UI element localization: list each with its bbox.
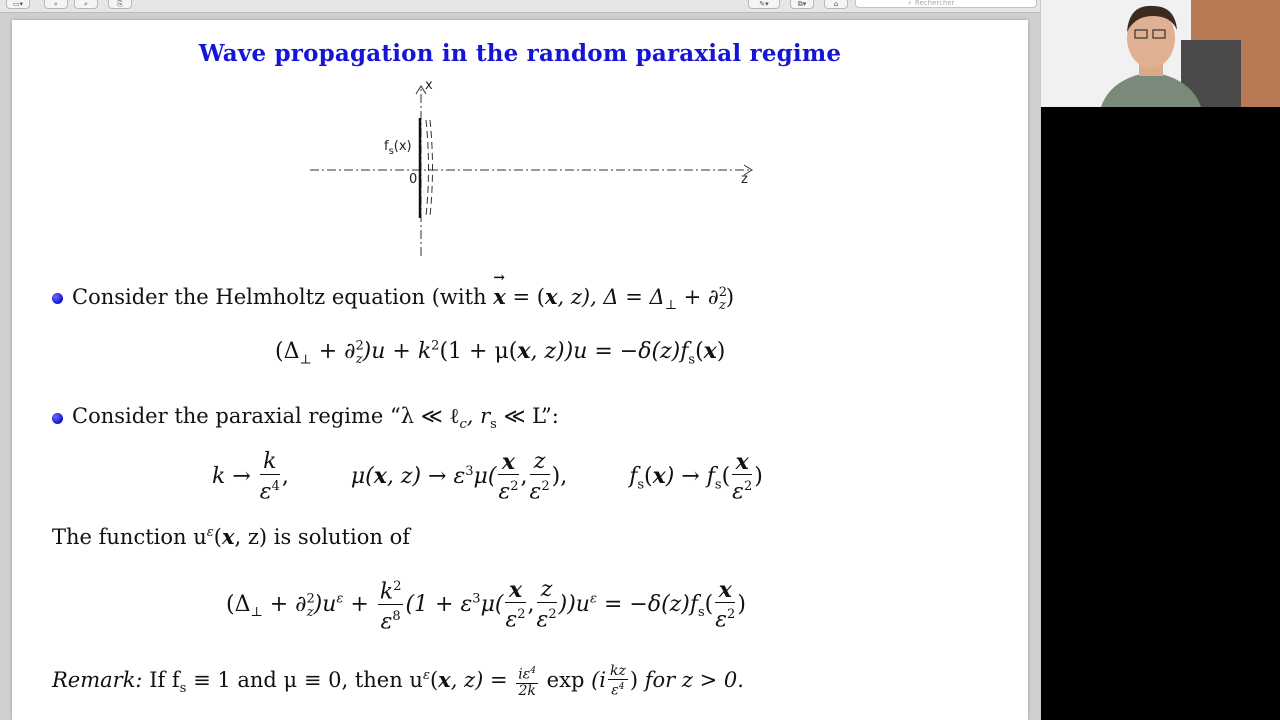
eq1-sup: 2	[355, 338, 364, 354]
bullet1-dz: + ∂	[676, 285, 719, 309]
scaling-k-den-sup: 4	[271, 479, 280, 494]
scaling-fs-den	[732, 475, 752, 504]
zoom-in-button[interactable]: ⌕	[74, 0, 98, 9]
scaling-fcomma: ,	[520, 464, 528, 490]
remark-frac1-num	[516, 664, 538, 684]
search-placeholder: Rechercher	[914, 0, 955, 7]
eq2-fx-den-sup: 2	[517, 606, 526, 622]
eq2-comma: ,	[527, 591, 535, 617]
presenter-image	[1041, 0, 1280, 107]
eq2-k-den-sup: 8	[392, 609, 401, 625]
scaling-mu-mid: μ(	[473, 464, 497, 490]
window-button[interactable]: ⧉▾	[790, 0, 814, 9]
eq1-mid: (1 + μ(	[439, 339, 518, 364]
eq1-x2: x	[703, 338, 717, 364]
remark-paren-close: )	[629, 667, 639, 692]
remark-t2: ≡ 1 and μ ≡ 0, then u	[186, 667, 423, 692]
viewer-toolbar	[0, 0, 1040, 13]
sentence-lead: The function u	[52, 525, 207, 549]
share-button[interactable]: ⎘	[108, 0, 132, 9]
vec-x-text: x	[493, 284, 506, 309]
remark-frac1-num-text: iε	[518, 666, 531, 683]
origin-label: 0	[409, 172, 418, 187]
scaling-fs-close: )	[754, 464, 763, 490]
eq2-k: k	[379, 579, 394, 605]
bullet2-end: ≪ L”:	[496, 404, 559, 428]
eq1-lhs: (Δ	[275, 339, 300, 364]
scaling-relations	[212, 450, 763, 504]
scaled-equation	[226, 575, 746, 635]
bullet1-z: , z), Δ = Δ	[557, 285, 665, 309]
scaling-fz-den-eps: ε	[529, 479, 542, 505]
scaling-fx-den-sup: 2	[510, 479, 519, 494]
bullet1-eq: = (	[505, 285, 545, 309]
vec-x	[493, 270, 506, 309]
eq2-fz-den	[537, 603, 557, 632]
bullet2-mid: , r	[466, 404, 491, 428]
remark-frac2-den-sup: 4	[618, 682, 625, 692]
bullet1-x: x	[544, 284, 558, 309]
z-axis-label: z	[741, 172, 748, 187]
remark-frac2-den-eps: ε	[611, 682, 619, 699]
scaling-fz-num: z	[530, 450, 550, 475]
scaling-k-num: k	[260, 450, 280, 475]
remark	[52, 664, 744, 699]
toolbox-button[interactable]: ⌂	[824, 0, 848, 9]
eq2-k-den-eps: ε	[380, 609, 393, 635]
eq1-open: (	[695, 339, 704, 364]
eq1-perp: ⊥	[299, 352, 312, 368]
bullet1-lead: Consider the Helmholtz equation (with	[72, 285, 494, 309]
scaling-z-fraction	[530, 450, 550, 504]
remark-paren-open: (i	[584, 667, 606, 692]
remark-t4: , z) =	[450, 667, 508, 692]
scaling-fs-open: (	[721, 464, 731, 490]
remark-frac1-den: 2k	[518, 682, 536, 699]
eq2-k-num	[378, 575, 404, 605]
bullet1-close: )	[725, 285, 735, 309]
eq2-k-sup: 2	[393, 579, 402, 594]
eq2-plus-d: + ∂	[262, 591, 307, 617]
bullet1-sup: 2	[718, 285, 728, 300]
scaling-fs-fraction	[732, 450, 752, 504]
bullet-icon	[52, 293, 63, 304]
source-label-arg: (x)	[393, 139, 412, 154]
eq1-x: x	[517, 338, 531, 364]
eq1-mid2: , z))u = −δ(z)f	[530, 339, 689, 364]
scaling-fx-den	[498, 475, 518, 504]
eq1-after: )u + k	[362, 339, 432, 364]
webcam-video	[1041, 0, 1280, 107]
scaling-eps-sup: 3	[465, 463, 474, 479]
source-label-sub: s	[388, 146, 394, 157]
bullet-icon	[52, 413, 63, 424]
x-axis-label: x	[425, 78, 433, 93]
scaling-fx-den-eps: ε	[498, 479, 511, 505]
scaling-fs-den-eps: ε	[732, 479, 744, 505]
bullet1-perp: ⊥	[664, 298, 677, 314]
scaling-mu2: , z) → ε	[386, 464, 466, 490]
scaling-fz-den-sup: 2	[541, 479, 550, 494]
scaling-k-den	[260, 475, 280, 504]
wavefront-2	[430, 120, 433, 216]
scaling-comma: ,	[281, 464, 289, 490]
bullet-helmholtz	[72, 270, 735, 314]
remark-exp: exp	[540, 667, 585, 692]
remark-frac1	[516, 664, 538, 699]
eq2-plus: +	[343, 591, 369, 617]
eq2-rhs-fraction	[715, 578, 735, 632]
remark-t3: (	[429, 667, 439, 692]
eq2-close: ))u	[558, 591, 590, 617]
scaling-fs-num: x	[732, 450, 752, 475]
eq2-eps2: ε	[589, 591, 597, 607]
remark-eps: ε	[422, 667, 430, 683]
eq2-z-fraction	[537, 578, 557, 632]
remark-frac2-den	[608, 680, 628, 699]
helmholtz-equation	[275, 338, 725, 367]
eq1-plus-d: + ∂	[311, 339, 356, 364]
eq2-sup: 2	[306, 591, 315, 607]
scaling-fs-den-sup: 2	[743, 479, 753, 494]
scaling-k: k →	[212, 464, 251, 490]
search-icon: ⌕	[908, 0, 912, 7]
sentence-eps: ε	[206, 525, 214, 540]
scaling-fx-num: x	[498, 450, 518, 475]
bullet2-ssub: s	[490, 417, 497, 433]
eq1-close: )	[716, 339, 726, 364]
scaling-k-fraction	[260, 450, 280, 504]
remark-frac2-num: kz	[609, 663, 626, 679]
remark-t1: If f	[142, 667, 180, 692]
eq2-rx-num: x	[715, 578, 735, 603]
scaling-mu: μ(	[350, 464, 374, 490]
scaling-fz-den	[530, 475, 550, 504]
scaling-fs-sub2: s	[714, 477, 722, 493]
eq2-rhs: = −δ(z)f	[596, 591, 698, 617]
bullet1-zsub: z	[719, 298, 726, 314]
scaling-fs-arrow: ) → f	[665, 464, 715, 490]
sentence-x: x	[221, 524, 235, 549]
webcam-background	[1041, 107, 1280, 720]
source-label-f: f	[384, 139, 389, 154]
scaling-x: x	[373, 463, 387, 490]
eq2-x-fraction	[505, 578, 525, 632]
eq2-eps: ε	[336, 591, 344, 607]
scaling-x-fraction	[498, 450, 518, 504]
eq1-ksup: 2	[431, 338, 440, 354]
wavefront-1	[426, 120, 429, 216]
zoom-out-button[interactable]: ⌕	[44, 0, 68, 9]
eq2-ssub: s	[697, 605, 705, 621]
eq2-fx-num: x	[505, 578, 525, 603]
eq2-rx-den-sup: 2	[727, 606, 736, 622]
scaling-fs-x: x	[652, 463, 666, 490]
eq2-rx-den	[715, 603, 735, 632]
eq2-lhs: (Δ	[226, 591, 251, 617]
eq2-fx-den	[505, 603, 525, 632]
eq2-mu: μ(	[480, 591, 504, 617]
eq2-zsub: z	[306, 605, 314, 621]
remark-label: Remark:	[52, 667, 143, 692]
sidebar-toggle-button[interactable]: ▭▾	[6, 0, 30, 9]
scaling-fs: f	[629, 464, 638, 490]
scaling-fs-sub: s	[637, 477, 645, 493]
eq1-zsub: z	[355, 352, 363, 368]
scaling-fs-mid: (	[644, 464, 653, 490]
bullet2-csub: c	[459, 417, 467, 433]
eq2-rhs-open: (	[704, 591, 714, 617]
sentence-open: (	[213, 525, 222, 549]
eq2-perp: ⊥	[250, 605, 263, 621]
eq2-k-fraction	[378, 575, 404, 635]
eq2-u: )u	[313, 591, 337, 617]
propagation-diagram	[300, 74, 770, 264]
bullet2-lead: Consider the paraxial regime “λ ≪ ℓ	[72, 404, 460, 428]
eq2-fz-num: z	[537, 578, 557, 603]
sentence-rest: , z) is solution of	[234, 525, 410, 549]
scaling-k-den-eps: ε	[259, 479, 272, 505]
slide-title: Wave propagation in the random paraxial regime	[198, 40, 842, 67]
search-input[interactable]	[855, 0, 1037, 8]
eq2-fz-den-sup: 2	[548, 606, 557, 622]
scaling-mu-end: ),	[551, 464, 568, 490]
eq2-fz-den-eps: ε	[536, 606, 549, 632]
remark-t6: for z > 0.	[638, 667, 744, 692]
remark-frac1-num-sup: 4	[530, 666, 536, 676]
vector-arrow-icon: →	[493, 270, 505, 286]
source-label	[384, 139, 412, 157]
remark-ssub: s	[179, 681, 187, 697]
eq2-rx-den-eps: ε	[715, 606, 728, 632]
bullet-paraxial	[72, 404, 559, 432]
eq1-ssub: s	[688, 352, 696, 368]
solution-sentence	[52, 524, 410, 549]
eq2-k-den	[378, 605, 404, 634]
remark-frac2	[608, 664, 628, 699]
remark-x: x	[438, 666, 451, 692]
eq2-rhs-close: )	[737, 591, 746, 617]
eq2-fx-den-eps: ε	[505, 606, 518, 632]
eq2-mid: (1 + ε	[405, 591, 473, 617]
eq2-eps3: 3	[472, 591, 481, 607]
markup-button[interactable]: ✎▾	[748, 0, 780, 9]
